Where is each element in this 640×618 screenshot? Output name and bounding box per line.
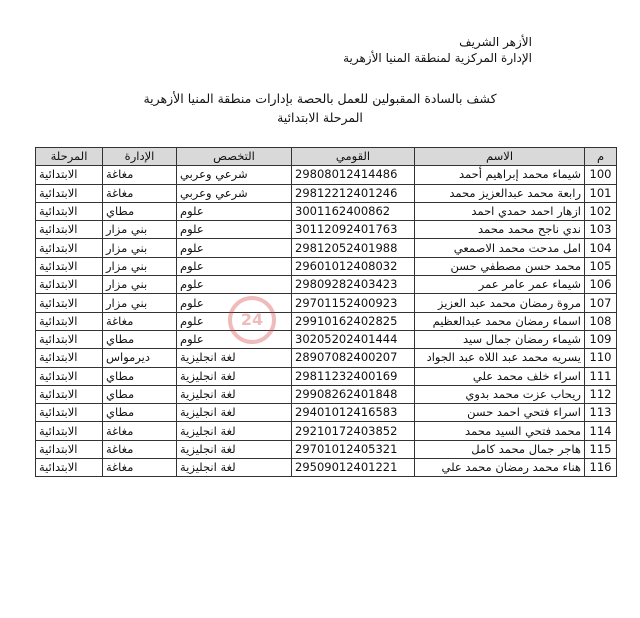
cell-national-id: 28907082400207 <box>292 349 415 367</box>
cell-stage: الابتدائية <box>36 422 103 440</box>
cell-num: 101 <box>585 184 617 202</box>
cell-stage: الابتدائية <box>36 440 103 458</box>
cell-specialization: لغة انجليزية <box>177 422 292 440</box>
accepted-list-table <box>35 147 617 477</box>
cell-specialization: علوم <box>177 221 292 239</box>
cell-stage: الابتدائية <box>36 184 103 202</box>
cell-name: هاجر جمال محمد كامل <box>415 440 585 458</box>
cell-num: 105 <box>585 257 617 275</box>
cell-num: 104 <box>585 239 617 257</box>
cell-national-id: 29509012401221 <box>292 459 415 477</box>
cell-stage: الابتدائية <box>36 257 103 275</box>
cell-specialization: علوم <box>177 202 292 220</box>
cell-stage: الابتدائية <box>36 367 103 385</box>
cell-national-id: 29908262401848 <box>292 385 415 403</box>
col-header-name: الاسم <box>415 148 585 166</box>
table-header-row <box>36 148 617 166</box>
cell-stage: الابتدائية <box>36 459 103 477</box>
cell-administration: مغاغة <box>103 166 177 184</box>
cell-num: 103 <box>585 221 617 239</box>
cell-specialization: لغة انجليزية <box>177 459 292 477</box>
table-row <box>36 276 617 294</box>
table-row <box>36 221 617 239</box>
cell-national-id: 30205202401444 <box>292 330 415 348</box>
cell-name: امل مدحت محمد الاصمعي <box>415 239 585 257</box>
cell-stage: الابتدائية <box>36 221 103 239</box>
col-header-stage: المرحلة <box>36 148 103 166</box>
cell-national-id: 29812212401246 <box>292 184 415 202</box>
cell-name: محمد فتحي السيد محمد <box>415 422 585 440</box>
table-row <box>36 440 617 458</box>
table-row <box>36 257 617 275</box>
cell-num: 111 <box>585 367 617 385</box>
cell-name: رابعة محمد عبدالعزيز محمد <box>415 184 585 202</box>
cell-national-id: 30112092401763 <box>292 221 415 239</box>
cell-administration: ديرمواس <box>103 349 177 367</box>
cell-stage: الابتدائية <box>36 276 103 294</box>
cell-national-id: 29910162402825 <box>292 312 415 330</box>
cell-num: 112 <box>585 385 617 403</box>
cell-specialization: شرعي وعربي <box>177 166 292 184</box>
cell-num: 108 <box>585 312 617 330</box>
cell-name: شيماء عمر عامر عمر <box>415 276 585 294</box>
table-row <box>36 202 617 220</box>
cell-name: محمد حسن مصطفي حسن <box>415 257 585 275</box>
organization-header <box>272 34 532 66</box>
cell-administration: مطاي <box>103 404 177 422</box>
cell-specialization: شرعي وعربي <box>177 184 292 202</box>
col-header-national-id: القومي <box>292 148 415 166</box>
cell-stage: الابتدائية <box>36 312 103 330</box>
cell-name: اسراء خلف محمد علي <box>415 367 585 385</box>
table-row <box>36 184 617 202</box>
cell-specialization: لغة انجليزية <box>177 385 292 403</box>
cell-specialization: علوم <box>177 312 292 330</box>
cell-name: مروة رمضان محمد عبد العزيز <box>415 294 585 312</box>
table-row <box>36 330 617 348</box>
cell-num: 106 <box>585 276 617 294</box>
cell-national-id: 29811232400169 <box>292 367 415 385</box>
cell-num: 102 <box>585 202 617 220</box>
cell-administration: بني مزار <box>103 276 177 294</box>
org-line-2: الإدارة المركزية لمنطقة المنيا الأزهرية <box>343 51 532 65</box>
cell-name: اسراء فتحي احمد حسن <box>415 404 585 422</box>
cell-administration: مطاي <box>103 202 177 220</box>
cell-name: ريحاب عزت محمد بدوي <box>415 385 585 403</box>
cell-name: شيماء رمضان جمال سيد <box>415 330 585 348</box>
document-subtitle: المرحلة الابتدائية <box>277 110 363 125</box>
cell-national-id: 29701152400923 <box>292 294 415 312</box>
cell-num: 115 <box>585 440 617 458</box>
table-row <box>36 239 617 257</box>
table-row <box>36 404 617 422</box>
table-row <box>36 166 617 184</box>
cell-name: اسماء رمضان محمد عبدالعظيم <box>415 312 585 330</box>
cell-specialization: علوم <box>177 257 292 275</box>
cell-stage: الابتدائية <box>36 385 103 403</box>
table-row <box>36 312 617 330</box>
org-line-1: الأزهر الشريف <box>459 35 532 49</box>
table-row <box>36 294 617 312</box>
cell-name: ازهار احمد حمدي احمد <box>415 202 585 220</box>
cell-name: يسريه محمد عبد اللاه عبد الجواد <box>415 349 585 367</box>
cell-num: 100 <box>585 166 617 184</box>
cell-num: 114 <box>585 422 617 440</box>
col-header-num: م <box>585 148 617 166</box>
cell-national-id: 29701012405321 <box>292 440 415 458</box>
cell-administration: مغاغة <box>103 422 177 440</box>
cell-num: 109 <box>585 330 617 348</box>
cell-num: 110 <box>585 349 617 367</box>
cell-name: هناء محمد رمضان محمد علي <box>415 459 585 477</box>
cell-stage: الابتدائية <box>36 294 103 312</box>
cell-stage: الابتدائية <box>36 330 103 348</box>
cell-stage: الابتدائية <box>36 202 103 220</box>
cell-name: شيماء محمد إبراهيم أحمد <box>415 166 585 184</box>
cell-administration: مغاغة <box>103 440 177 458</box>
cell-administration: مغاغة <box>103 459 177 477</box>
watermark-logo: 24 <box>228 296 276 344</box>
cell-specialization: لغة انجليزية <box>177 367 292 385</box>
cell-stage: الابتدائية <box>36 349 103 367</box>
cell-administration: بني مزار <box>103 257 177 275</box>
cell-national-id: 29401012416583 <box>292 404 415 422</box>
table-row <box>36 422 617 440</box>
cell-national-id: 29210172403852 <box>292 422 415 440</box>
cell-specialization: علوم <box>177 239 292 257</box>
cell-administration: بني مزار <box>103 239 177 257</box>
col-header-administration: الإدارة <box>103 148 177 166</box>
document-title: كشف بالسادة المقبولين للعمل بالحصة بإدارات منطقة المنيا الأزهرية <box>143 91 497 106</box>
cell-administration: مطاي <box>103 367 177 385</box>
cell-administration: بني مزار <box>103 221 177 239</box>
cell-num: 107 <box>585 294 617 312</box>
cell-national-id: 29812052401988 <box>292 239 415 257</box>
cell-specialization: لغة انجليزية <box>177 440 292 458</box>
cell-specialization: علوم <box>177 330 292 348</box>
cell-national-id: 29809282403423 <box>292 276 415 294</box>
cell-specialization: علوم <box>177 276 292 294</box>
cell-administration: مغاغة <box>103 184 177 202</box>
cell-name: ندي ناجح محمد محمد <box>415 221 585 239</box>
cell-administration: مغاغة <box>103 312 177 330</box>
cell-specialization: لغة انجليزية <box>177 404 292 422</box>
cell-specialization: لغة انجليزية <box>177 349 292 367</box>
cell-num: 113 <box>585 404 617 422</box>
table-row <box>36 367 617 385</box>
cell-national-id: 3001162400862 <box>292 202 415 220</box>
cell-national-id: 29808012414486 <box>292 166 415 184</box>
cell-national-id: 29601012408032 <box>292 257 415 275</box>
cell-stage: الابتدائية <box>36 239 103 257</box>
table-row <box>36 385 617 403</box>
cell-num: 116 <box>585 459 617 477</box>
cell-administration: بني مزار <box>103 294 177 312</box>
cell-stage: الابتدائية <box>36 166 103 184</box>
cell-administration: مطاي <box>103 330 177 348</box>
col-header-specialization: التخصص <box>177 148 292 166</box>
cell-administration: مطاي <box>103 385 177 403</box>
table-row <box>36 459 617 477</box>
cell-stage: الابتدائية <box>36 404 103 422</box>
table-row <box>36 349 617 367</box>
cell-specialization: علوم <box>177 294 292 312</box>
